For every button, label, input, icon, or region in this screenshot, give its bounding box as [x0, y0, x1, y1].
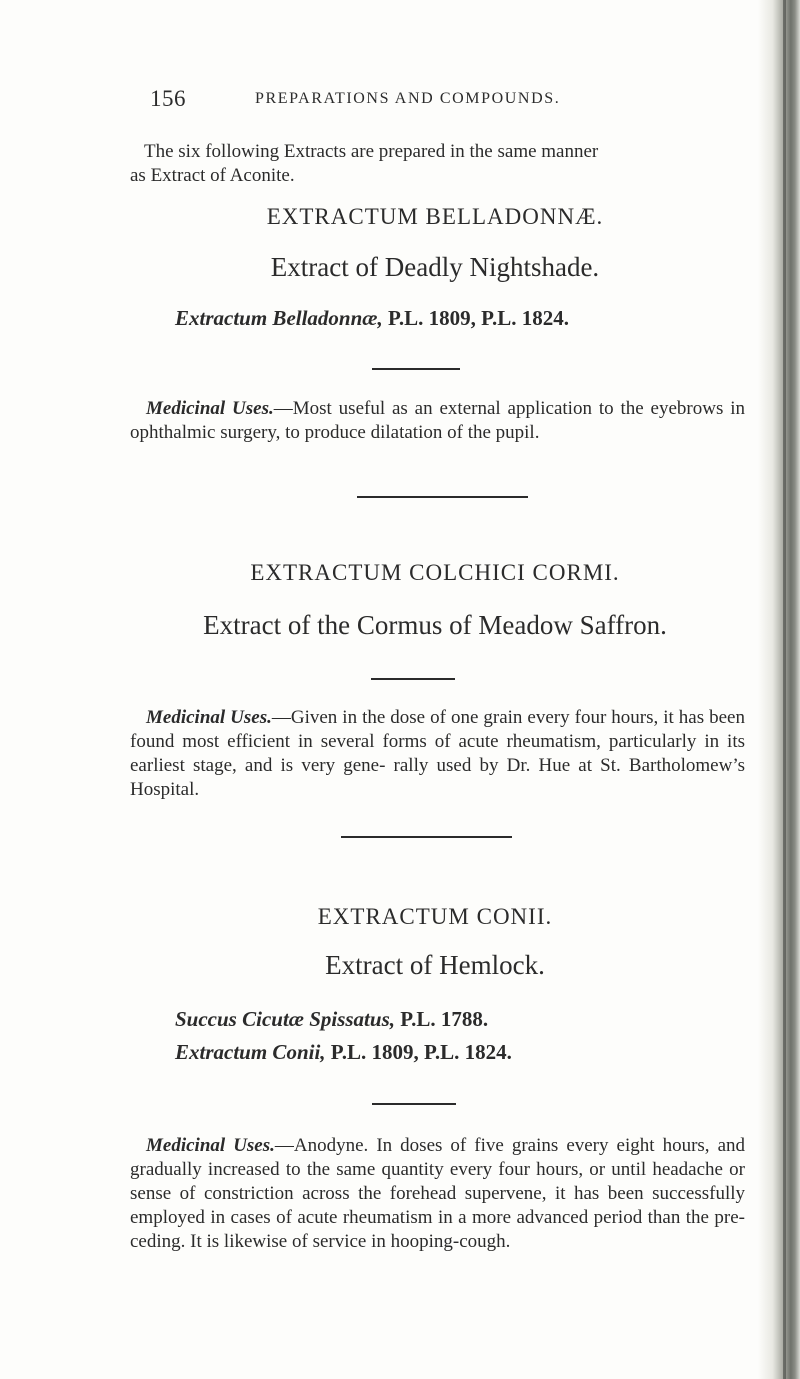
synonym-line — [175, 1007, 488, 1032]
uses-text: —Anodyne. In doses of five grains every eight hours, and gradually increased to the same quantity every four hours, or until headache or sense of constriction across the forehead supervene, it has been successfully employed in cases of acute rheumatism in a more advanced period than the pre- ceding. It is likewise of service in hooping-cough. — [130, 1135, 745, 1252]
section-subheading-conium: Extract of Hemlock. — [325, 950, 545, 980]
short-divider — [372, 368, 460, 370]
section-heading-belladonna: EXTRACTUM BELLADONNÆ. — [266, 204, 604, 229]
page-header — [150, 86, 750, 116]
intro-line-1: The six following Extracts are prepared in the same manner — [144, 141, 599, 162]
synonym-line — [175, 306, 569, 331]
section-divider — [357, 496, 528, 498]
uses-label: Medicinal Uses. — [146, 1135, 275, 1156]
binding-shadow-line — [783, 0, 786, 1379]
synonym-name: Extractum Belladonnæ, — [175, 306, 383, 330]
synonym-refs: P.L. 1788. — [400, 1007, 489, 1031]
synonym-refs: P.L. 1809, P.L. 1824. — [330, 1040, 512, 1064]
section-divider — [341, 836, 512, 838]
short-divider — [371, 678, 455, 680]
uses-text: —Given in the dose of one grain every four hours, it has been found most efficient in several forms of acute rheumatism, particularly in its earliest stage, and is very gene- rally used by Dr. Hue at St. Bartholomew’s Hospital. — [130, 707, 745, 800]
intro-paragraph — [130, 140, 745, 188]
section-subheading-belladonna: Extract of Deadly Nightshade. — [270, 252, 600, 282]
uses-label: Medicinal Uses. — [146, 398, 274, 419]
section-heading-colchicum: EXTRACTUM COLCHICI CORMI. — [250, 560, 620, 585]
section-subheading-colchicum: Extract of the Cormus of Meadow Saffron. — [203, 610, 667, 640]
uses-text: —Most useful as an external application to the eyebrows in ophthalmic surgery, to produce dilatation of the pupil. — [130, 398, 746, 443]
uses-paragraph-belladonna — [130, 397, 745, 445]
uses-paragraph-colchicum — [130, 706, 745, 802]
binding-edge — [758, 0, 800, 1379]
synonym-line — [175, 1040, 512, 1065]
short-divider — [372, 1103, 456, 1105]
page-number: 156 — [150, 86, 186, 111]
section-heading-conium: EXTRACTUM CONII. — [317, 904, 553, 929]
uses-label: Medicinal Uses. — [146, 707, 272, 728]
synonym-name: Extractum Conii, — [175, 1040, 326, 1064]
uses-paragraph-conium — [130, 1134, 745, 1254]
running-head: PREPARATIONS AND COMPOUNDS. — [255, 90, 561, 107]
synonym-name: Succus Cicutæ Spissatus, — [175, 1007, 395, 1031]
synonym-refs: P.L. 1809, P.L. 1824. — [387, 306, 570, 330]
intro-line-2: as Extract of Aconite. — [130, 165, 295, 186]
